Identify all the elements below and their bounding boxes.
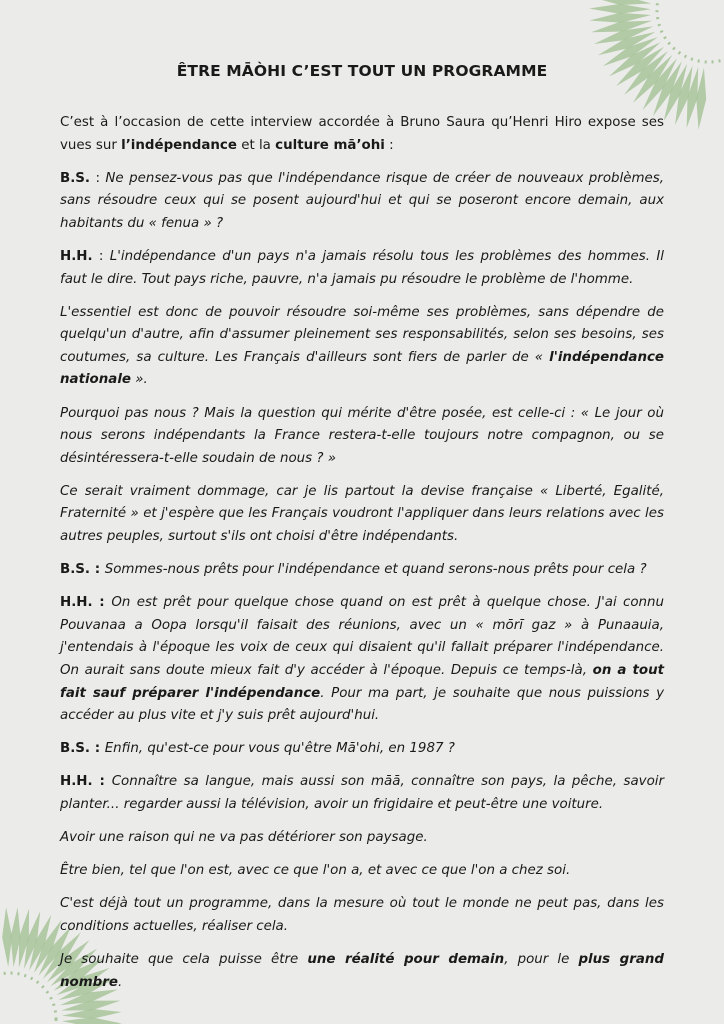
answer-text: . Pour ma part, je souhaite que nous puissions y accéder au plus vite et j'y suis prêt aujourd'hui. — [60, 685, 665, 724]
speaker-label: H.H. — [60, 774, 93, 790]
answer-3 — [60, 771, 664, 816]
separator: : — [92, 248, 110, 264]
answer-bold-text: plus grand nombre — [60, 951, 665, 990]
answer-text: Je souhaite que cela puisse être — [60, 951, 308, 967]
speaker-label: B.S. — [60, 741, 91, 757]
answer-bold-text: une réalité pour demain — [307, 951, 505, 967]
answer-paragraph — [60, 949, 664, 994]
intro-text: : — [384, 137, 394, 153]
question-2 — [60, 559, 664, 582]
answer-paragraph: Ce serait vraiment dommage, car je lis partout la devise française « Liberté, Egalité, Fraternité » et j'espère que les Français voudront l'appliquer dans leurs relations avec les autres peuples, surtout s'ils ont choisi d'être indépendants. — [60, 483, 664, 544]
answer-text: L'indépendance d'un pays n'a jamais résolu tous les problèmes des hommes. Il faut le dire. Tout pays riche, pauvre, n'a jamais pu résoudre le problème de l'homme. — [60, 248, 664, 287]
separator: : — [90, 170, 106, 186]
answer-text: L'essentiel est donc de pouvoir résoudre soi-même ses problèmes, sans dépendre de quelqu'un d'autre, afin d'assumer pleinement ses responsabilités, selon ses besoins, ses coutumes, sa culture. Les Français d'ailleurs sont fiers de parler de « — [60, 304, 664, 365]
question-text: Ne pensez-vous pas que l'indépendance risque de créer de nouveaux problèmes, sans résoudre ceux qui se posent aujourd'hui et qui se poseront encore demain, aux habitants du « fenua » ? — [60, 170, 664, 231]
answer-text: ». — [131, 372, 148, 388]
answer-2 — [60, 592, 664, 728]
answer-paragraph: C'est déjà tout un programme, dans la mesure où tout le monde ne peut pas, dans les conditions actuelles, réaliser cela. — [60, 896, 664, 934]
question-text: Sommes-nous prêts pour l'indépendance et quand serons-nous prêts pour cela ? — [104, 562, 647, 578]
speaker-label: B.S. — [60, 170, 91, 186]
separator: : — [92, 595, 112, 611]
speaker-label: B.S. — [60, 562, 91, 578]
answer-text: , pour le — [504, 951, 579, 967]
answer-1 — [60, 246, 664, 291]
separator: : — [92, 774, 112, 790]
separator: : — [90, 562, 105, 578]
answer-bold-text: on a tout fait sauf préparer l'indépendance — [60, 662, 665, 701]
answer-text: On est prêt pour quelque chose quand on est prêt à quelque chose. J'ai connu Pouvanaa a Oopa lorsqu'il faisait des réunions, avec un « mōrī gaz » à Punaauia, j'entendais à l'époque les voix de ceux qui disaient qu'il fallait préparer l'indépendance. On aurait sans doute mieux fait d'y accéder à l'époque. Depuis ce temps-là, — [60, 595, 664, 678]
answer-text: . — [117, 974, 123, 990]
intro-paragraph — [60, 112, 664, 157]
page-title: ÊTRE MĀÒHI C’EST TOUT UN PROGRAMME — [176, 62, 548, 80]
question-text: Enfin, qu'est-ce pour vous qu'être Mā'ohi, en 1987 ? — [104, 741, 455, 757]
question-1 — [60, 168, 664, 236]
intro-text: et la — [236, 137, 276, 153]
answer-paragraph: Être bien, tel que l'on est, avec ce que l'on a, et avec ce que l'on a chez soi. — [60, 863, 571, 879]
intro-text: C’est à l’occasion de cette interview accordée à Bruno Saura qu’Henri Hiro expose ses vues sur — [60, 115, 664, 153]
answer-paragraph — [60, 302, 664, 392]
answer-bold-text: l'indépendance nationale — [60, 349, 664, 388]
answer-text: Connaître sa langue, mais aussi son māā, connaître son pays, la pêche, savoir planter... regarder aussi la télévision, avoir un frigidaire et peut-être une voiture. — [60, 774, 664, 812]
question-3 — [60, 738, 664, 761]
intro-bold-independence: l’indépendance — [121, 137, 237, 153]
intro-bold-culture: culture mā’ohi — [275, 137, 385, 153]
separator: : — [90, 741, 105, 757]
answer-paragraph: Avoir une raison qui ne va pas détériorer son paysage. — [60, 830, 428, 846]
document-page — [60, 62, 664, 1005]
answer-paragraph: Pourquoi pas nous ? Mais la question qui mérite d'être posée, est celle-ci : « Le jour où nous serons indépendants la France restera-t-elle toujours notre compagnon, ou se désintéressera-t-elle soudain de nous ? » — [60, 405, 664, 466]
speaker-label: H.H. — [60, 595, 93, 611]
speaker-label: H.H. — [60, 248, 93, 264]
